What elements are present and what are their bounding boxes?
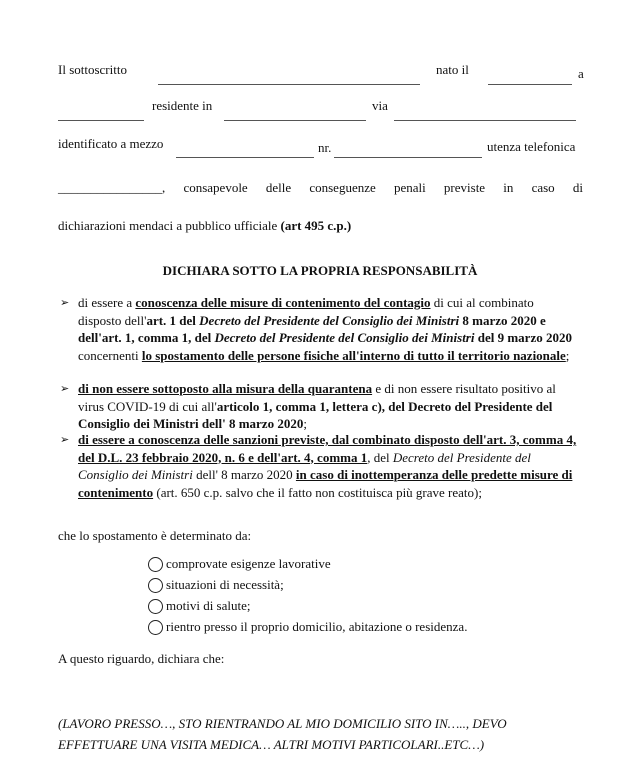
b1-italic: Decreto del Presidente del Consiglio dei Ministri — [199, 312, 460, 328]
b3-italic: Decreto del Presidente del Consiglio dei Ministri — [78, 449, 531, 482]
b1-text3: concernenti — [78, 347, 142, 363]
b1-underlined2: lo spostamento delle persone fisiche all'interno di tutto il territorio nazionale — [141, 347, 566, 363]
label-sottoscritto: Il sottoscritto — [58, 62, 127, 77]
consapevole-row — [58, 180, 583, 196]
label-nr: nr. — [318, 140, 332, 155]
field-document-number[interactable] — [334, 157, 482, 158]
field-name[interactable] — [158, 84, 420, 85]
option-radio[interactable] — [148, 620, 163, 635]
dichiarazioni-line — [58, 218, 351, 234]
b1-text: di essere a — [78, 295, 136, 310]
field-street[interactable] — [394, 120, 576, 121]
bullet-arrow-icon: ➢ — [60, 434, 70, 446]
dichiarazioni-text: dichiarazioni mendaci a pubblico ufficiale — [58, 218, 281, 233]
page-heading: DICHIARA SOTTO LA PROPRIA RESPONSABILITÀ — [162, 263, 478, 278]
bullet-2 — [78, 380, 578, 433]
consapevole-text: , consapevole delle conseguenze penali previste in caso di — [162, 180, 583, 195]
riguardo-text: A questo riguardo, dichiara che: — [58, 651, 225, 666]
field-document[interactable] — [176, 157, 314, 158]
field-phone[interactable]: ________________ — [58, 180, 162, 195]
b3-text: , del — [367, 449, 393, 465]
b3-underlined: di essere a conoscenza delle sanzioni previste, dal combinato disposto dell'art. 3, comma 4, del D.L. 23 febbraio 2020, n. 6 e dell'art. 4, comma 1 — [78, 432, 577, 465]
art-495: (art 495 c.p.) — [280, 218, 352, 233]
b1-text2: di cui al combinato disposto dell' — [78, 295, 534, 328]
option-label: situazioni di necessità; — [166, 577, 284, 592]
label-nato: nato il — [436, 62, 469, 77]
b1-bold2: 8 marzo 2020 e dell'art. 1, comma 1, del — [78, 312, 546, 345]
label-residente: residente in — [152, 98, 213, 113]
b2-text2: ; — [303, 416, 307, 431]
option-label: rientro presso il proprio domicilio, abitazione o residenza. — [166, 619, 468, 634]
spostamento-intro: che lo spostamento è determinato da: — [58, 528, 252, 543]
bullet-3 — [78, 431, 578, 501]
b3-text2: dell' 8 marzo 2020 — [192, 467, 296, 482]
field-residence[interactable] — [224, 120, 366, 121]
b2-bold: articolo 1, comma 1, lettera c), del Decreto del Presidente del Consiglio dei Ministri dell' 8 marzo 2020 — [78, 398, 553, 431]
option-radio[interactable] — [148, 599, 163, 614]
b1-text4: ; — [565, 347, 570, 363]
field-birthplace[interactable] — [58, 120, 144, 121]
b2-text: e di non essere risultato positivo al virus COVID-19 di cui all' — [78, 381, 556, 414]
field-birth-date[interactable] — [488, 84, 572, 85]
footer-note-line1: (LAVORO PRESSO…, STO RIENTRANDO AL MIO DOMICILIO SITO IN….., DEVO — [58, 716, 507, 731]
b1-bold: art. 1 del — [146, 312, 200, 328]
b2-underlined: di non essere sottoposto alla misura della quarantena — [78, 381, 373, 396]
footer-note-line2: EFFETTUARE UNA VISITA MEDICA… ALTRI MOTIVI PARTICOLARI..ETC…) — [58, 737, 485, 752]
option-radio[interactable] — [148, 557, 163, 572]
b3-underlined2: in caso di inottemperanza delle predette misure di contenimento — [78, 467, 573, 500]
b1-underlined: conoscenza delle misure di contenimento del contagio — [135, 295, 431, 310]
b1-bold3: del 9 marzo 2020 — [474, 330, 572, 345]
label-via: via — [372, 98, 388, 113]
bullet-arrow-icon: ➢ — [60, 383, 70, 395]
b1-italic2: Decreto del Presidente del Consiglio dei Ministri — [214, 330, 475, 345]
bullet-arrow-icon: ➢ — [60, 297, 70, 309]
label-a: a — [578, 66, 584, 81]
option-label: motivi di salute; — [166, 598, 251, 613]
label-utenza: utenza telefonica — [487, 139, 576, 154]
option-label: comprovate esigenze lavorative — [166, 556, 331, 571]
option-radio[interactable] — [148, 578, 163, 593]
b3-text3: (art. 650 c.p. salvo che il fatto non costituisca più grave reato); — [153, 484, 482, 500]
label-identificato: identificato a mezzo — [58, 136, 164, 151]
bullet-1 — [78, 294, 578, 364]
